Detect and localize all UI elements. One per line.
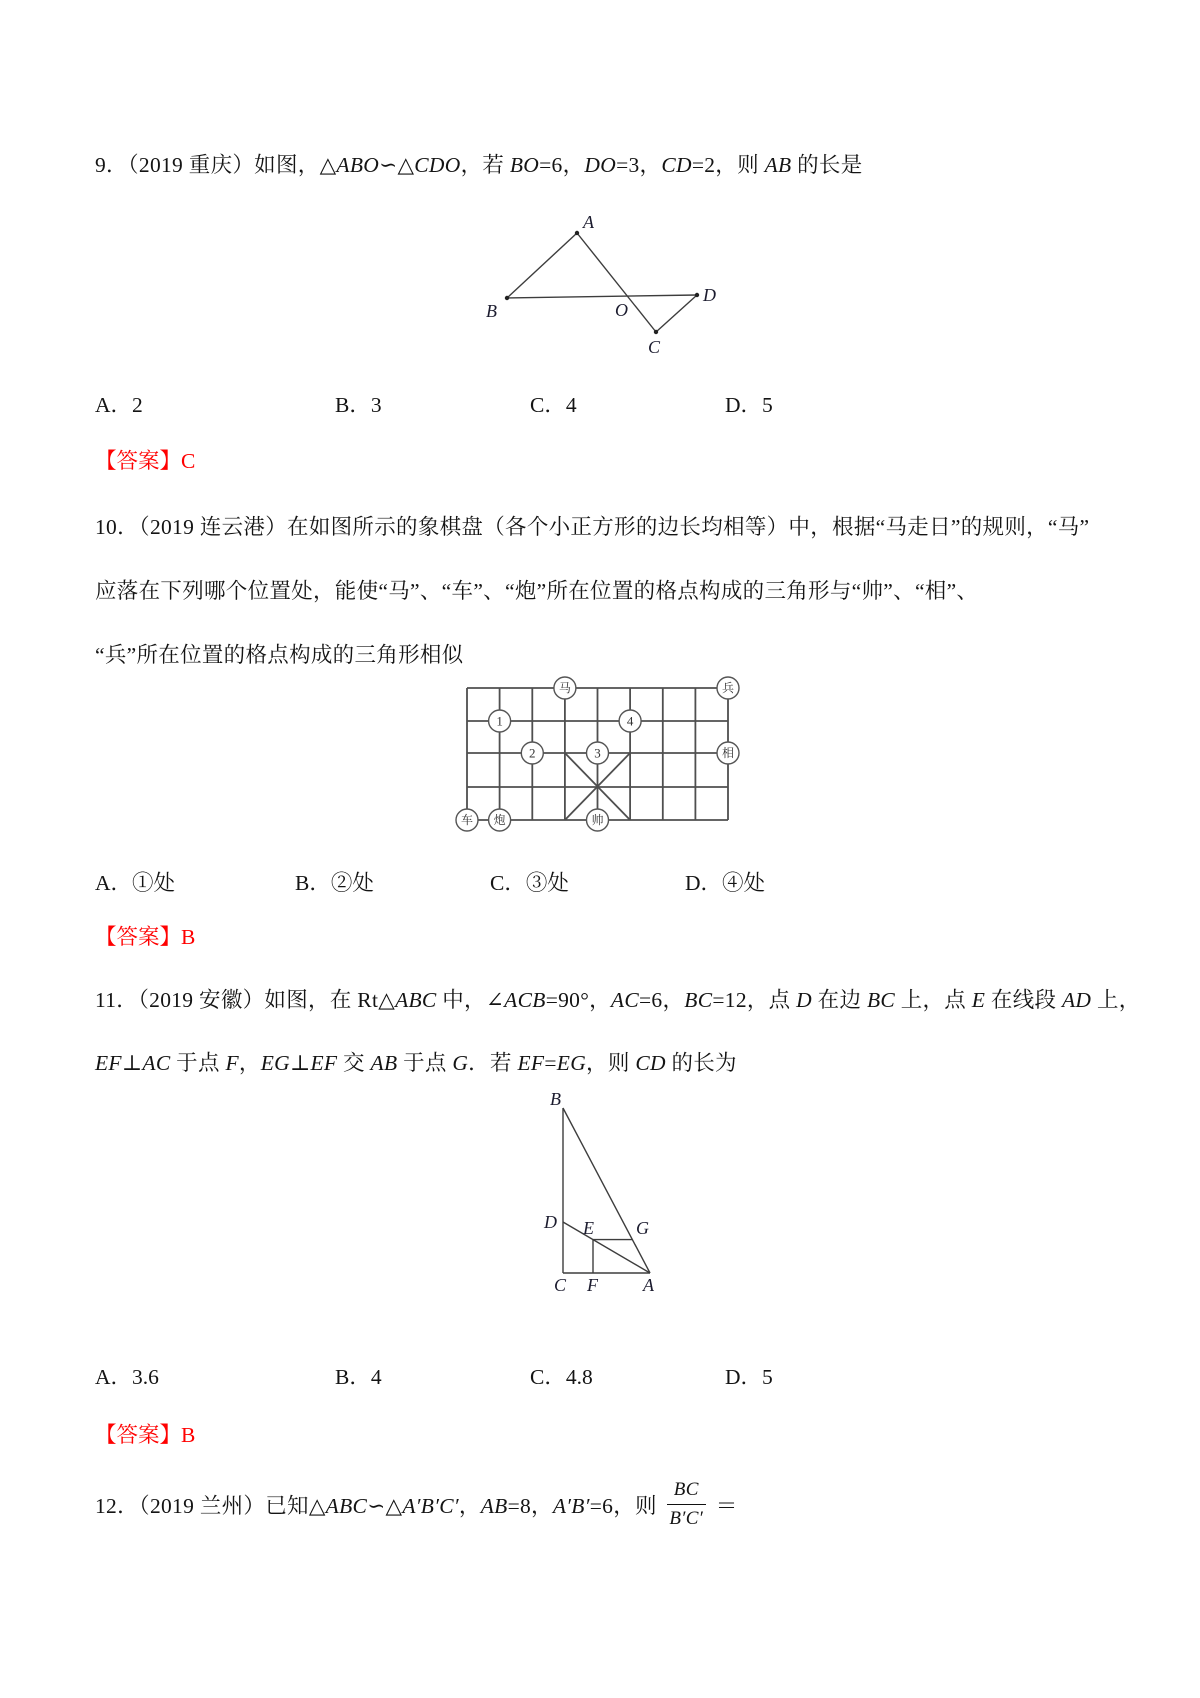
q9-option-b: B．3 <box>335 393 382 417</box>
q10-text-line3: “兵”所在位置的格点构成的三角形相似 <box>95 643 464 667</box>
label-B: B <box>486 301 497 321</box>
svg-text:帅: 帅 <box>591 813 604 827</box>
label-D: D <box>703 285 716 305</box>
q12-equals-sign: ＝ <box>715 1493 738 1518</box>
label-G: G <box>636 1218 649 1238</box>
q9-option-a: A．2 <box>95 393 143 417</box>
svg-text:相: 相 <box>721 746 735 760</box>
label-F: F <box>587 1275 598 1295</box>
q10-answer-label: 【答案】 <box>95 925 182 949</box>
piece-pao <box>489 809 511 831</box>
q10-option-b: B．②处 <box>295 871 374 895</box>
position-3-marker <box>587 742 609 764</box>
label-A: A <box>583 212 594 232</box>
q10-answer-value: B <box>181 925 196 949</box>
label-A: A <box>643 1275 654 1295</box>
segment-BD <box>507 295 697 298</box>
q11-option-b: B．4 <box>335 1365 382 1389</box>
svg-text:4: 4 <box>626 713 634 729</box>
piece-bing <box>717 677 739 699</box>
q11-option-c: C．4.8 <box>530 1365 593 1389</box>
q9-figure <box>440 195 740 365</box>
fraction-numerator: BC <box>667 1479 706 1505</box>
piece-shuai <box>587 809 609 831</box>
q10-text-line1: 10．（2019 连云港）在如图所示的象棋盘（各个小正方形的边长均相等）中，根据“马走日”的规则，“马” <box>95 515 1090 539</box>
q10-option-c: C．③处 <box>490 871 569 895</box>
q10-option-d: D．④处 <box>685 871 766 895</box>
point-C <box>654 330 658 334</box>
svg-text:3: 3 <box>594 745 601 761</box>
point-D <box>695 293 699 297</box>
position-4-marker <box>619 710 641 732</box>
q12-text <box>95 1466 738 1542</box>
svg-text:2: 2 <box>529 745 536 761</box>
svg-text:马: 马 <box>558 681 571 695</box>
label-B: B <box>550 1089 561 1109</box>
label-O: O <box>615 300 628 320</box>
svg-text:炮: 炮 <box>493 813 506 827</box>
label-E: E <box>583 1218 594 1238</box>
q11-answer-value: B <box>181 1423 196 1447</box>
label-C: C <box>648 337 661 357</box>
q9-option-d: D．5 <box>725 393 773 417</box>
svg-text:兵: 兵 <box>721 681 735 695</box>
q9-text: 9．（2019 重庆）如图，△ABO∽△CDO，若 BO=6，DO=3，CD=2，则 AB 的长是 <box>95 153 863 177</box>
q10-text-line2: 应落在下列哪个位置处，能使“马”、“车”、“炮”所在位置的格点构成的三角形与“帅”、“相”、 <box>95 579 979 603</box>
piece-xiang <box>717 742 739 764</box>
q11-option-d: D．5 <box>725 1365 773 1389</box>
q9-figure-lines <box>507 233 697 332</box>
piece-ma <box>554 677 576 699</box>
position-1-marker <box>489 710 511 732</box>
fraction-denominator: B′C′ <box>669 1507 704 1529</box>
q9-answer-label: 【答案】 <box>95 449 182 473</box>
q10-option-a: A．①处 <box>95 871 176 895</box>
segment-CD <box>656 295 697 332</box>
q10-answer <box>95 920 195 951</box>
piece-che <box>456 809 478 831</box>
q9-answer-value: C <box>181 449 196 473</box>
position-2-marker <box>521 742 543 764</box>
segment-BA <box>507 233 577 298</box>
svg-text:车: 车 <box>460 813 474 827</box>
point-B <box>505 296 509 300</box>
q11-option-a: A．3.6 <box>95 1365 159 1389</box>
q9-answer <box>95 444 195 475</box>
q11-text-line1: 11．（2019 安徽）如图，在 Rt△ABC 中，∠ACB=90°，AC=6，BC=12，点 D 在边 BC 上，点 E 在线段 AD 上， <box>95 988 1141 1012</box>
label-C: C <box>554 1275 567 1295</box>
q11-figure-lines <box>563 1108 650 1273</box>
label-D: D <box>544 1212 557 1232</box>
q12-text-body: 12．（2019 兰州）已知△ABC∽△A′B′C′，AB=8，A′B′=6，则 <box>95 1493 657 1518</box>
q11-text-line2: EF⊥AC 于点 F，EG⊥EF 交 AB 于点 G．若 EF=EG，则 CD 的长为 <box>95 1051 737 1075</box>
q11-answer-label: 【答案】 <box>95 1423 182 1447</box>
q9-option-c: C．4 <box>530 393 577 417</box>
q11-answer <box>95 1418 195 1449</box>
fraction-bc-over-bprimecprime <box>667 1479 706 1530</box>
point-A <box>575 231 579 235</box>
q11-figure <box>528 1088 678 1308</box>
q10-chessboard-figure <box>450 670 752 838</box>
svg-text:1: 1 <box>496 713 503 729</box>
